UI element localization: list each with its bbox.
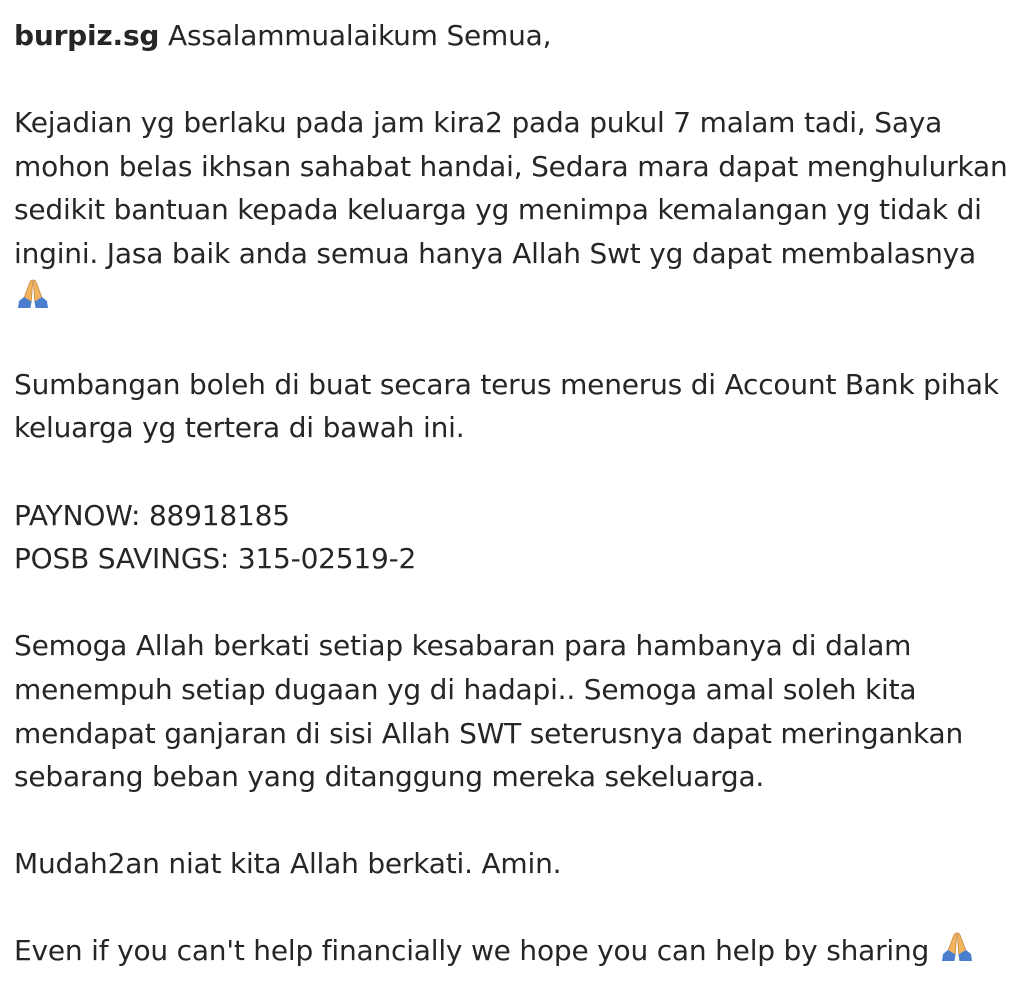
folded-hands-icon bbox=[15, 277, 51, 311]
paragraph-3-text: Semoga Allah berkati setiap kesabaran para hambanya di dalam menempuh setiap dugaan yg di hadapi.. Semoga amal soleh kita mendapat ganjaran di sisi Allah SWT seterusnya dapat meringankan sebarang beban yang ditanggung mereka sekeluarga. bbox=[14, 629, 964, 794]
paragraph-2-text: Sumbangan boleh di buat secara terus menerus di Account Bank pihak keluarga yg tertera di bawah ini. bbox=[14, 367, 999, 445]
paragraph-1-text: Kejadian yg berlaku pada jam kira2 pada pukul 7 malam tadi, Saya mohon belas ikhsan sahabat handai, Sedara mara dapat menghulurkan sedikit bantuan kepada keluarga yg menimpa kemalangan yg tidak di ingini. Jasa baik anda semua hanya Allah Swt yg dapat membalasnya bbox=[14, 106, 1008, 270]
folded-hands-icon bbox=[939, 930, 975, 964]
greeting-text: Assalammualaikum Semua, bbox=[167, 19, 552, 52]
bank-details bbox=[14, 494, 1010, 581]
post-caption bbox=[14, 14, 1010, 973]
paragraph-4-text: Mudah2an niat kita Allah berkati. Amin. bbox=[14, 847, 562, 881]
caption-paragraph-4 bbox=[14, 842, 1010, 886]
username-link[interactable]: burpiz.sg bbox=[14, 19, 160, 52]
caption-paragraph-2 bbox=[14, 363, 1010, 450]
caption-paragraph-3 bbox=[14, 624, 1010, 798]
posb-account-number: POSB SAVINGS: 315-02519-2 bbox=[14, 542, 417, 576]
paragraph-5-text: Even if you can't help financially we hope you can help by sharing bbox=[14, 934, 930, 968]
caption-paragraph-1 bbox=[14, 101, 1010, 319]
paynow-number: PAYNOW: 88918185 bbox=[14, 498, 290, 532]
caption-greeting-line bbox=[14, 14, 1010, 58]
caption-paragraph-5 bbox=[14, 929, 1010, 973]
